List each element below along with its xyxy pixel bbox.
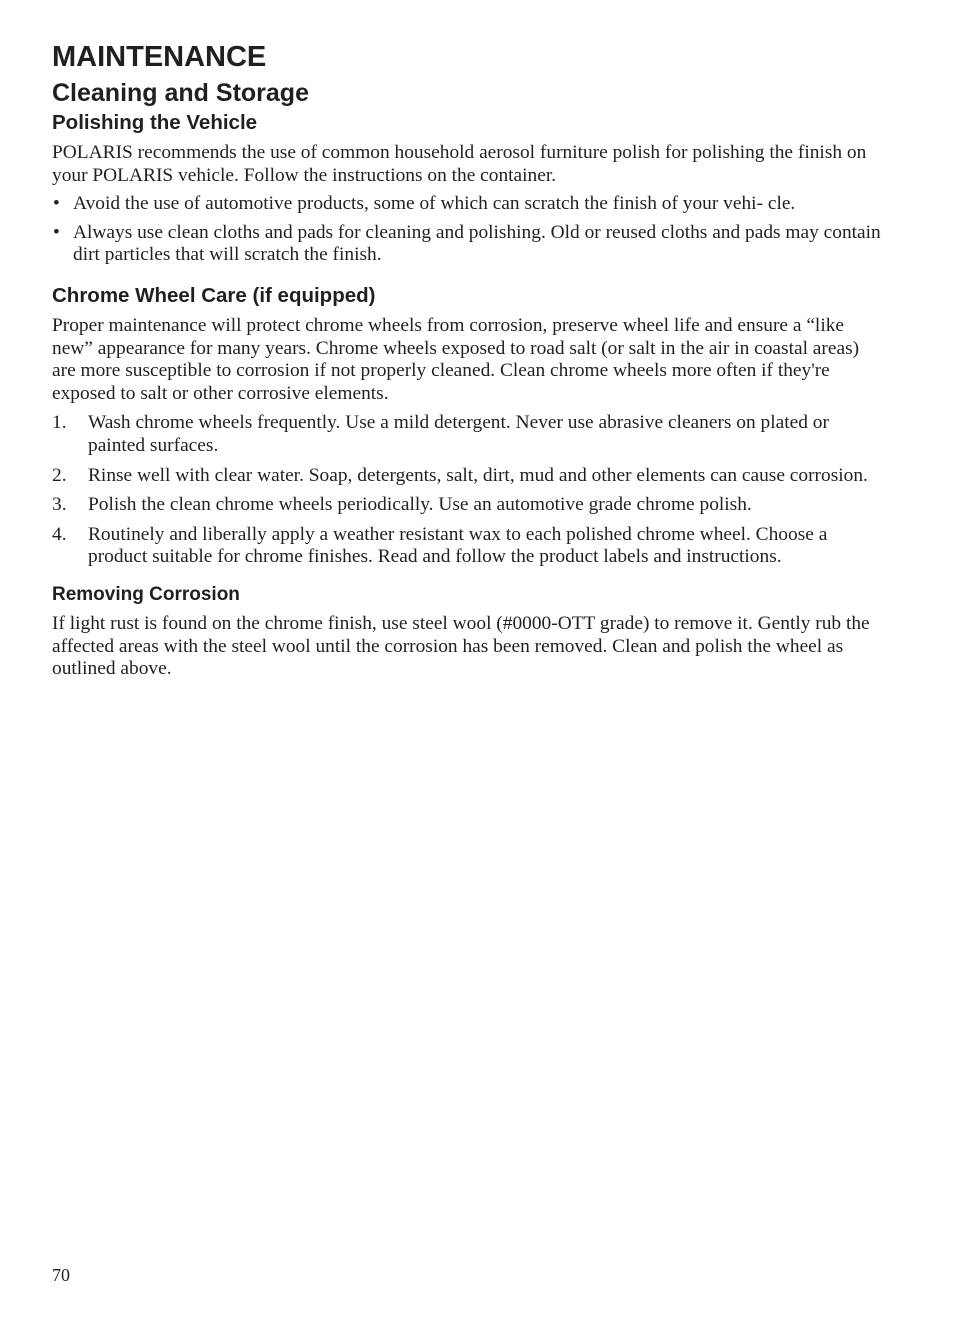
list-item bbox=[52, 193, 882, 216]
step-text: Polish the clean chrome wheels periodically. Use an automotive grade chrome polish. bbox=[88, 494, 752, 516]
chapter-title: MAINTENANCE bbox=[52, 41, 267, 73]
polishing-bullet-list bbox=[52, 193, 882, 267]
bullet-glyph: • bbox=[53, 193, 60, 215]
bullet-glyph: • bbox=[53, 221, 60, 243]
chrome-care-intro: Proper maintenance will protect chrome wheels from corrosion, preserve wheel life and ensure a “like new” appearance for many years. Chrome wheels exposed to road salt (or salt in the air in coastal areas) are more susceptible to corrosion if not properly cleaned. Clean chrome wheels more often if they're exposed to salt or other corrosive elements. bbox=[52, 314, 860, 404]
page-number: 70 bbox=[52, 1265, 70, 1285]
step-number: 3. bbox=[52, 494, 67, 516]
step-text: Wash chrome wheels frequently. Use a mild detergent. Never use abrasive cleaners on plated or painted surfaces. bbox=[88, 412, 829, 456]
corrosion-section bbox=[52, 583, 882, 681]
polishing-section bbox=[52, 110, 882, 267]
step-number: 4. bbox=[52, 523, 67, 545]
list-item bbox=[52, 524, 882, 569]
list-item bbox=[52, 494, 882, 517]
corrosion-text: If light rust is found on the chrome finish, use steel wool (#0000-OTT grade) to remove it. Gently rub the affected areas with the steel wool until the corrosion has been removed. Clean and polish the wheel as outlined above. bbox=[52, 612, 870, 680]
manual-page bbox=[52, 40, 882, 681]
corrosion-heading: Removing Corrosion bbox=[52, 583, 240, 605]
list-item bbox=[52, 412, 882, 457]
bullet-text: Avoid the use of automotive products, some of which can scratch the finish of your vehi- cle. bbox=[73, 193, 796, 215]
chrome-care-heading: Chrome Wheel Care (if equipped) bbox=[52, 283, 376, 307]
polishing-heading: Polishing the Vehicle bbox=[52, 111, 258, 134]
polishing-intro: POLARIS recommends the use of common household aerosol furniture polish for polishing the finish on your POLARIS vehicle. Follow the instructions on the container. bbox=[52, 142, 867, 186]
list-item bbox=[52, 465, 882, 488]
step-number: 2. bbox=[52, 464, 67, 486]
chrome-care-step-list bbox=[52, 412, 882, 569]
section-title: Cleaning and Storage bbox=[52, 79, 309, 107]
list-item bbox=[52, 222, 882, 267]
step-number: 1. bbox=[52, 412, 67, 434]
step-text: Rinse well with clear water. Soap, detergents, salt, dirt, mud and other elements can cause corrosion. bbox=[88, 464, 868, 486]
chrome-care-section bbox=[52, 283, 882, 569]
bullet-text: Always use clean cloths and pads for cleaning and polishing. Old or reused cloths and pads may contain dirt particles that will scratch the finish. bbox=[73, 221, 881, 266]
step-text: Routinely and liberally apply a weather resistant wax to each polished chrome wheel. Choose a product suitable for chrome finishes. Read and follow the product labels and instructions. bbox=[88, 523, 828, 568]
